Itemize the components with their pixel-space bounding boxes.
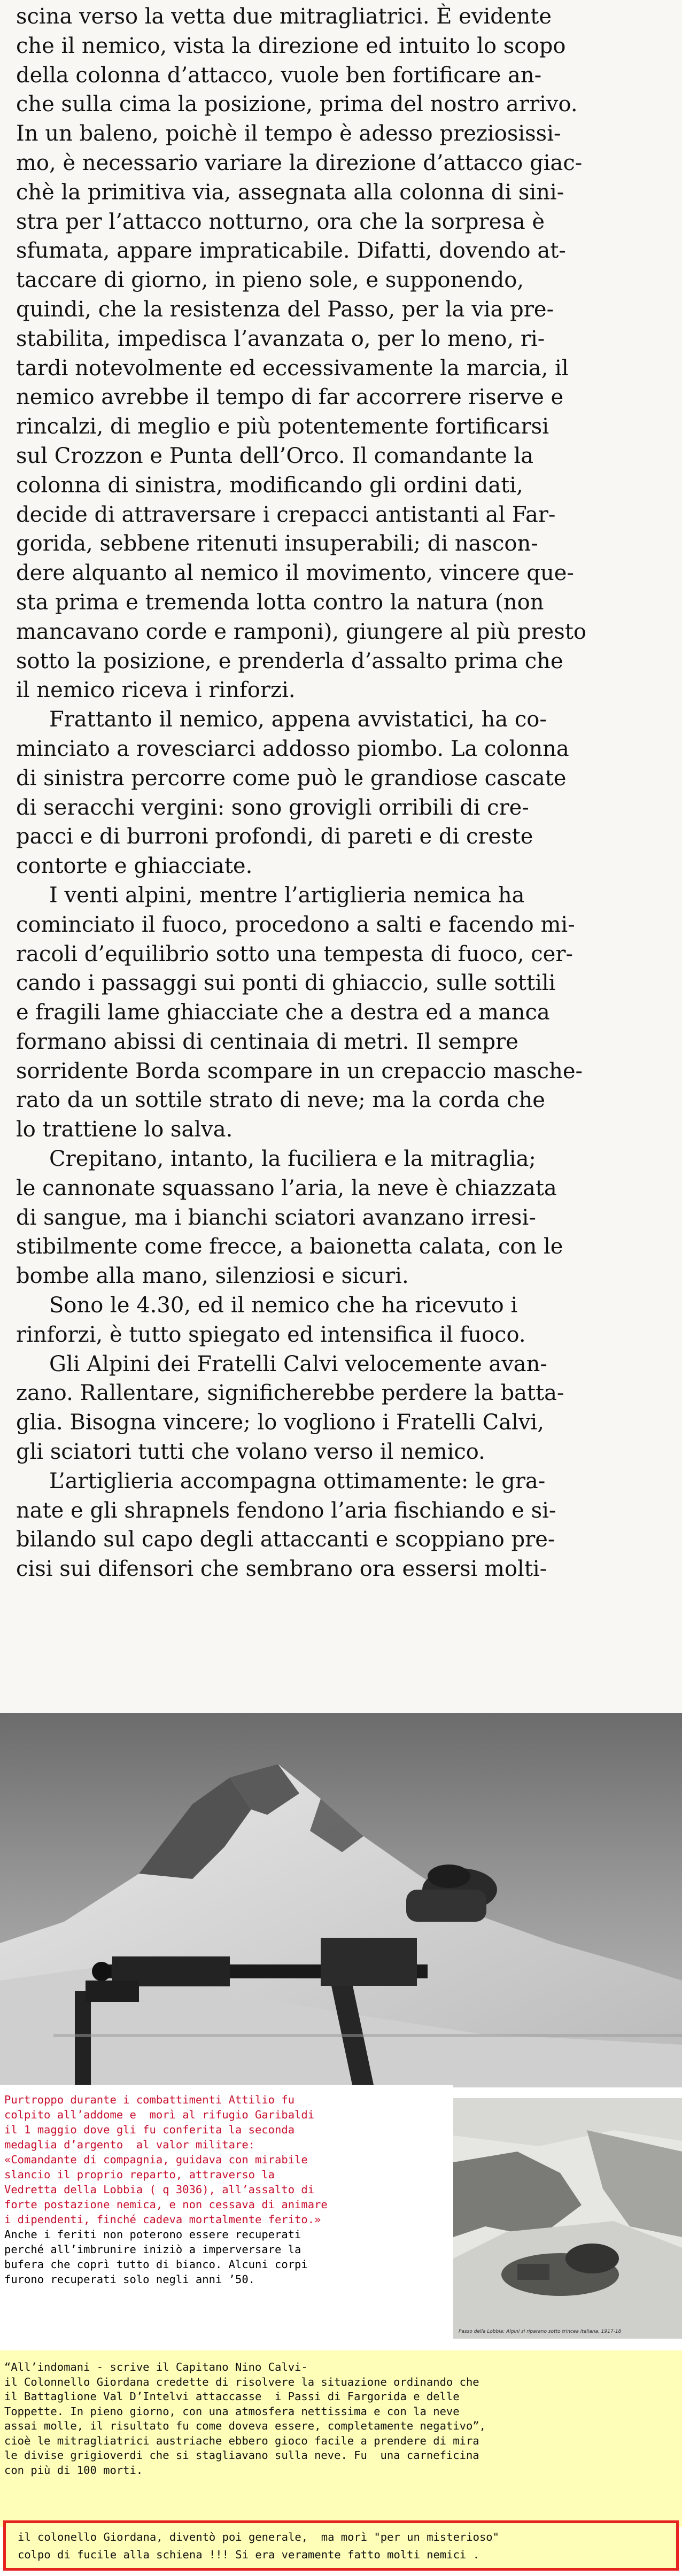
photo-credit: Passo della Lobbia: Alpini si riparano sotto trincea italiana, 1917-18 <box>459 2329 622 2334</box>
footer-note <box>3 2520 679 2571</box>
article-line: gorida, sebbene ritenuti insuperabili; di nascon- <box>16 531 538 556</box>
quote-line: con più di 100 morti. <box>4 2463 143 2477</box>
article-line: cominciato il fuoco, procedono a salti e facendo mi- <box>16 912 575 937</box>
caption-line: Purtroppo durante i combattimenti Attilio fu <box>4 2093 295 2106</box>
article-line: minciato a rovesciarci addosso piombo. La colonna <box>16 736 569 761</box>
article-line: glia. Bisogna vincere; lo vogliono i Fratelli Calvi, <box>16 1410 544 1435</box>
quote-line: le divise grigioverdi che si stagliavano sulla neve. Fu una carneficina <box>4 2449 479 2462</box>
quote-box <box>0 2350 682 2527</box>
article-line: bilando sul capo degli attaccanti e scoppiano pre- <box>16 1527 555 1552</box>
article-line: quindi, che la resistenza del Passo, per la via pre- <box>16 297 554 322</box>
article-line: Gli Alpini dei Fratelli Calvi velocemente avan- <box>49 1351 547 1376</box>
article-line: chè la primitiva via, assegnata alla colonna di sini- <box>16 180 564 205</box>
quote-text <box>4 2360 679 2478</box>
caption-line: bufera che coprì tutto di bianco. Alcuni corpi <box>4 2258 308 2271</box>
caption-line: Vedretta della Lobbia ( q 3036), all’assalto di <box>4 2183 315 2196</box>
article-line: formano abissi di centinaia di metri. Il sempre <box>16 1029 518 1054</box>
caption-line: slancio il proprio reparto, attraverso la <box>4 2168 275 2181</box>
footer-line: colpo di fucile alla schiena !!! Si era veramente fatto molti nemici . <box>18 2548 479 2561</box>
caption-line: medaglia d’argento al valor militare: <box>4 2138 255 2151</box>
article-line: Crepitano, intanto, la fuciliera e la mitraglia; <box>49 1147 536 1172</box>
quote-line: “All’indomani - scrive il Capitano Nino Calvi- <box>4 2361 308 2373</box>
article-line: gli sciatori tutti che volano verso il nemico. <box>16 1440 485 1465</box>
article-line: il nemico riceva i rinforzi. <box>16 678 296 703</box>
article-line: rato da un sottile strato di neve; ma la corda che <box>16 1088 545 1113</box>
article-line: tardi notevolmente ed eccessivamente la marcia, il <box>16 355 569 381</box>
caption-text <box>4 2092 448 2287</box>
article-line: di seracchi vergini: sono grovigli orribili di cre- <box>16 795 529 820</box>
article-line: scina verso la vetta due mitragliatrici. È evidente <box>16 4 552 29</box>
article-line: cando i passaggi sui ponti di ghiaccio, sulle sottili <box>16 971 556 996</box>
quote-line: Toppette. In pieno giorno, con una atmosfera nettissima e con la neve <box>4 2404 460 2418</box>
article-line: stabilita, impedisca l’avanzata o, per lo meno, ri- <box>16 326 545 351</box>
article-line: sfumata, appare impraticabile. Difatti, dovendo at- <box>16 238 566 264</box>
article-line: zano. Rallentare, significherebbe perdere la batta- <box>16 1381 564 1406</box>
article-line: I venti alpini, mentre l’artiglieria nemica ha <box>49 883 525 908</box>
quote-line: cioè le mitragliatrici austriache ebbero gioco facile a prendere di mira <box>4 2434 479 2447</box>
caption-line: perché all’imbrunire iniziò a imperversare la <box>4 2243 301 2256</box>
article-line: mancavano corde e ramponi), giungere al più presto <box>16 619 586 644</box>
article-line: sotto la posizione, e prenderla d’assalto prima che <box>16 648 563 674</box>
article-line: e fragili lame ghiacciate che a destra ed a manca <box>16 1000 550 1025</box>
article-line: contorte e ghiacciate. <box>16 854 253 879</box>
article-line: stibilmente come frecce, a baionetta calata, con le <box>16 1234 563 1259</box>
article-line: nate e gli shrapnels fendono l’aria fischiando e si- <box>16 1498 556 1523</box>
article-line: taccare di giorno, in pieno sole, e supponendo, <box>16 268 524 293</box>
article-line: mo, è necessario variare la direzione d’attacco giac- <box>16 150 583 175</box>
article-line: Sono le 4.30, ed il nemico che ha ricevuto i <box>49 1293 518 1318</box>
caption-line: il 1 maggio dove gli fu conferita la seconda <box>4 2123 295 2136</box>
article-line: colonna di sinistra, modificando gli ordini dati, <box>16 473 523 498</box>
article-line: sta prima e tremenda lotta contro la natura (non <box>16 590 544 615</box>
caption-line: i dipendenti, finché cadeva mortalmente ferito.» <box>4 2213 321 2226</box>
article-line: Frattanto il nemico, appena avvistatici, ha co- <box>49 707 547 732</box>
article-line: racoli d’equilibrio sotto una tempesta di fuoco, cer- <box>16 941 573 966</box>
article-line: le cannonate squassano l’aria, la neve è chiazzata <box>16 1175 557 1201</box>
article-line: pacci e di burroni profondi, di pareti e di creste <box>16 824 533 849</box>
footer-line: il colonello Giordana, diventò poi generale, ma morì "per un misterioso" <box>18 2531 499 2543</box>
article-line: della colonna d’attacco, vuole ben fortificare an- <box>16 63 542 88</box>
article-line: rincalzi, di meglio e più potentemente fortificarsi <box>16 414 549 439</box>
quote-line: il Colonnello Giordana credette di risolvere la situazione ordinando che <box>4 2375 479 2388</box>
article-line: che il nemico, vista la direzione ed intuito lo scopo <box>16 33 566 58</box>
article-line: In un baleno, poichè il tempo è adesso preziosissi- <box>16 121 561 146</box>
caption-line: furono recuperati solo negli anni ’50. <box>4 2273 255 2286</box>
caption-line: forte postazione nemica, e non cessava di animare <box>4 2198 328 2211</box>
article-line: L’artiglieria accompagna ottimamente: le gra- <box>49 1468 546 1494</box>
article-line: rinforzi, è tutto spiegato ed intensifica il fuoco. <box>16 1322 526 1347</box>
caption-box <box>0 2085 453 2334</box>
quote-line: assai molle, il risultato fu come doveva essere, completamente negativo”, <box>4 2419 486 2432</box>
footer-text <box>18 2528 499 2564</box>
article-line: sorridente Borda scompare in un crepaccio masche- <box>16 1058 583 1084</box>
article-line: cisi sui difensori che sembrano ora essersi molti- <box>16 1557 547 1582</box>
article-line: di sinistra percorre come può le grandiose cascate <box>16 765 567 791</box>
article-text <box>16 2 668 1584</box>
machine-gun-photo <box>0 1713 682 2087</box>
article-line: bombe alla mano, silenziosi e sicuri. <box>16 1264 409 1289</box>
article-line: di sangue, ma i bianchi sciatori avanzano irresi- <box>16 1205 536 1230</box>
caption-line: Anche i feriti non poterono essere recuperati <box>4 2228 301 2241</box>
article-line: decide di attraversare i crepacci antistanti al Far- <box>16 502 556 527</box>
caption-line: «Comandante di compagnia, guidava con mirabile <box>4 2153 308 2166</box>
article-line: dere alquanto al nemico il movimento, vincere que- <box>16 561 574 586</box>
article-line: stra per l’attacco notturno, ora che la sorpresa è <box>16 209 545 234</box>
article-line: sul Crozzon e Punta dell’Orco. Il comandante la <box>16 443 534 468</box>
article-line: che sulla cima la posizione, prima del nostro arrivo. <box>16 92 578 117</box>
article-line: nemico avrebbe il tempo di far accorrere riserve e <box>16 385 564 410</box>
trench-photo <box>453 2098 682 2339</box>
caption-line: colpito all’addome e morì al rifugio Garibaldi <box>4 2108 315 2121</box>
article-line: lo trattiene lo salva. <box>16 1117 233 1142</box>
quote-line: il Battaglione Val D’Intelvi attaccasse i Passi di Fargorida e delle <box>4 2390 460 2403</box>
